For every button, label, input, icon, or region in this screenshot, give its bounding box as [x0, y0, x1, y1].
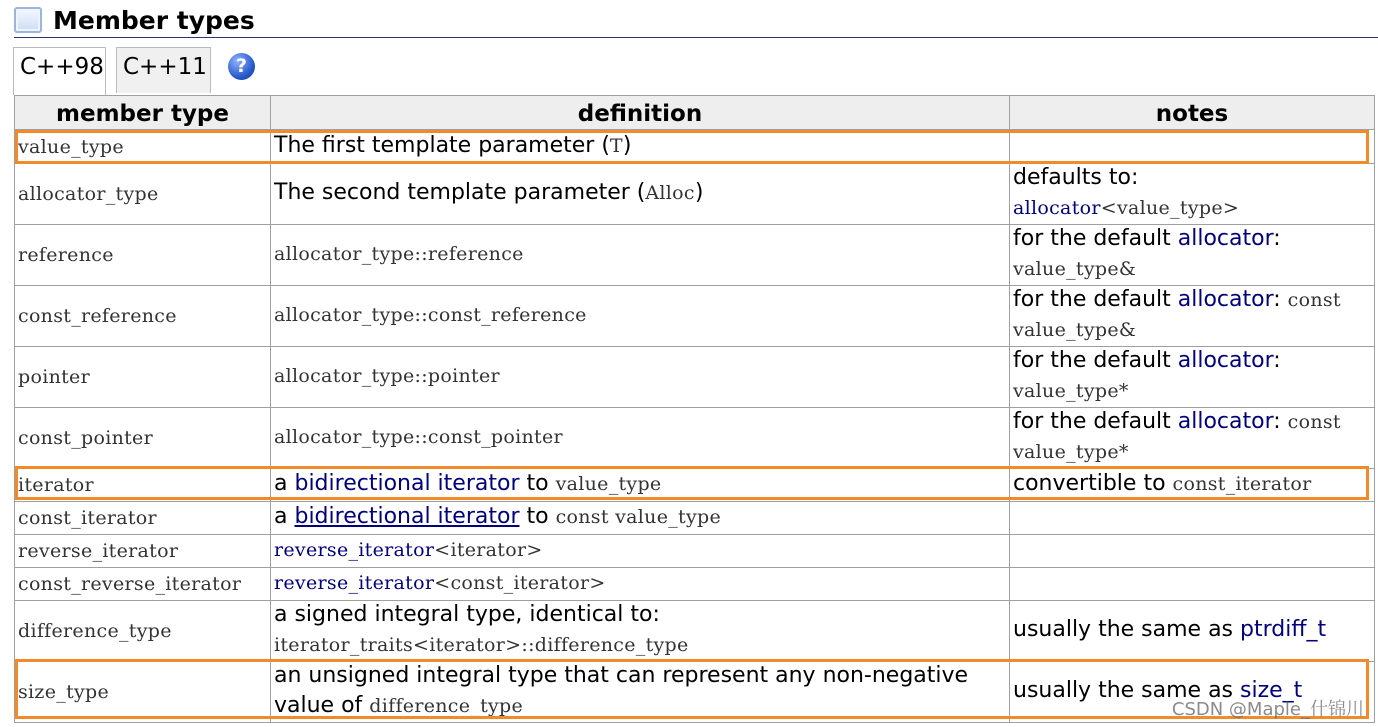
doc-link[interactable]: allocator [1177, 409, 1274, 434]
notes-text: <value_type> [1100, 197, 1240, 219]
doc-link[interactable]: allocator [1177, 226, 1274, 251]
table-row [15, 347, 1375, 408]
definition-cell [271, 286, 1010, 347]
member-type-cell [15, 130, 271, 164]
definition-cell [271, 347, 1010, 408]
section-header [14, 4, 1378, 38]
member-type-name: const_reverse_iterator [18, 573, 242, 595]
member-type-cell [15, 347, 271, 408]
definition-cell [271, 130, 1010, 164]
table-row [15, 535, 1375, 568]
table-row [15, 502, 1375, 535]
header-notes: notes [1010, 96, 1375, 130]
member-type-name: const_iterator [18, 507, 157, 529]
doc-link[interactable]: allocator [1177, 348, 1274, 373]
definition-text: allocator_type::pointer [274, 365, 500, 387]
definition-text: The second template parameter ( [274, 180, 646, 205]
member-type-cell [15, 225, 271, 286]
notes-cell [1010, 408, 1375, 469]
notes-text: for the default [1013, 287, 1178, 312]
notes-cell [1010, 601, 1375, 662]
definition-text: <iterator> [434, 539, 543, 561]
definition-text: allocator_type::const_reference [274, 304, 587, 326]
member-type-name: allocator_type [18, 183, 159, 205]
member-type-cell [15, 286, 271, 347]
watermark: CSDN @Maple_什锦川 [1171, 699, 1364, 720]
definition-text: const value_type [555, 506, 722, 528]
definition-text: <const_iterator> [434, 572, 606, 594]
member-type-name: reverse_iterator [18, 540, 179, 562]
doc-link[interactable]: size_t [1240, 678, 1303, 703]
notes-text: defaults to: [1013, 165, 1139, 190]
notes-text: : [1273, 348, 1281, 373]
notes-text: convertible to [1013, 471, 1173, 496]
header-definition: definition [271, 96, 1010, 130]
doc-link[interactable]: allocator [1177, 287, 1274, 312]
member-type-name: pointer [18, 366, 90, 388]
doc-link[interactable]: reverse_iterator [274, 572, 435, 594]
definition-text: difference_type [369, 695, 524, 717]
definition-cell [271, 502, 1010, 535]
table-row [15, 568, 1375, 601]
tab-cpp98[interactable]: C++98 [13, 47, 106, 95]
notes-cell [1010, 568, 1375, 601]
definition-cell [271, 469, 1010, 502]
table-row [15, 408, 1375, 469]
definition-text: value_type [555, 473, 662, 495]
member-type-cell [15, 164, 271, 225]
member-type-name: value_type [18, 135, 124, 158]
notes-text: : [1273, 226, 1281, 251]
definition-text: ) [694, 180, 704, 205]
table-header-row [15, 96, 1375, 130]
definition-text: a signed integral type, identical to: [274, 602, 660, 627]
table-row [15, 286, 1375, 347]
doc-link[interactable]: reverse_iterator [274, 539, 435, 561]
definition-text: allocator_type::const_pointer [274, 426, 563, 448]
definition-text: value of [274, 693, 370, 718]
header-member-type: member type [15, 96, 271, 130]
notes-text: value_type& [1013, 319, 1137, 341]
member-type-cell [15, 535, 271, 568]
notes-cell [1010, 130, 1375, 164]
notes-cell [1010, 535, 1375, 568]
definition-cell [271, 408, 1010, 469]
member-type-name: const_reference [18, 305, 177, 327]
definition-cell [271, 568, 1010, 601]
section-box-icon [14, 7, 42, 33]
member-types-table [14, 95, 1375, 723]
doc-link[interactable]: allocator [1013, 197, 1101, 219]
definition-text: a [274, 471, 295, 496]
definition-text: ) [622, 132, 632, 158]
table-row [15, 662, 1375, 723]
notes-cell [1010, 469, 1375, 502]
notes-text: value_type* [1013, 380, 1129, 402]
member-type-name: const_pointer [18, 427, 153, 449]
notes-text: for the default [1013, 409, 1178, 434]
member-type-cell [15, 502, 271, 535]
member-type-cell [15, 662, 271, 723]
definition-text: iterator_traits<iterator>::difference_type [274, 634, 689, 656]
definition-cell [271, 662, 1010, 723]
member-type-cell [15, 568, 271, 601]
notes-text: for the default [1013, 348, 1178, 373]
member-type-name: difference_type [18, 620, 172, 642]
notes-text: for the default [1013, 226, 1178, 251]
notes-text: const_iterator [1172, 473, 1312, 495]
definition-text: to [519, 471, 556, 496]
doc-link[interactable]: bidirectional iterator [294, 504, 520, 529]
notes-cell [1010, 164, 1375, 225]
notes-cell [1010, 502, 1375, 535]
doc-link[interactable]: ptrdiff_t [1240, 617, 1327, 642]
notes-cell [1010, 286, 1375, 347]
definition-text: Alloc [645, 182, 695, 204]
notes-text: usually the same as [1013, 617, 1241, 642]
notes-text: usually the same as [1013, 678, 1241, 703]
definition-text: a [274, 504, 295, 529]
notes-text: : [1273, 409, 1288, 434]
definition-cell [271, 535, 1010, 568]
notes-text: value_type* [1013, 441, 1129, 463]
notes-text: const [1287, 411, 1341, 433]
doc-link[interactable]: bidirectional iterator [294, 471, 520, 496]
notes-text: value_type& [1013, 258, 1137, 280]
table-row [15, 225, 1375, 286]
notes-cell [1010, 347, 1375, 408]
definition-cell [271, 164, 1010, 225]
table-row [15, 469, 1375, 502]
definition-cell [271, 601, 1010, 662]
member-type-name: size_type [18, 681, 110, 703]
tab-cpp11[interactable]: C++11 [116, 47, 211, 93]
notes-cell [1010, 225, 1375, 286]
member-type-name: iterator [18, 474, 94, 496]
section-title: Member types [53, 6, 255, 35]
definition-text: to [519, 504, 556, 529]
definition-text: T [609, 134, 623, 157]
help-icon[interactable]: ? [228, 53, 255, 80]
notes-text: : [1273, 287, 1288, 312]
member-type-cell [15, 408, 271, 469]
definition-text: allocator_type::reference [274, 243, 524, 265]
definition-text: The first template parameter ( [274, 132, 610, 158]
member-type-cell [15, 601, 271, 662]
member-type-cell [15, 469, 271, 502]
table-row [15, 130, 1375, 164]
definition-text: an unsigned integral type that can represent any non-negative [274, 663, 969, 688]
notes-text: const [1287, 289, 1341, 311]
table-row [15, 601, 1375, 662]
definition-cell [271, 225, 1010, 286]
table-row [15, 164, 1375, 225]
member-type-name: reference [18, 244, 114, 266]
